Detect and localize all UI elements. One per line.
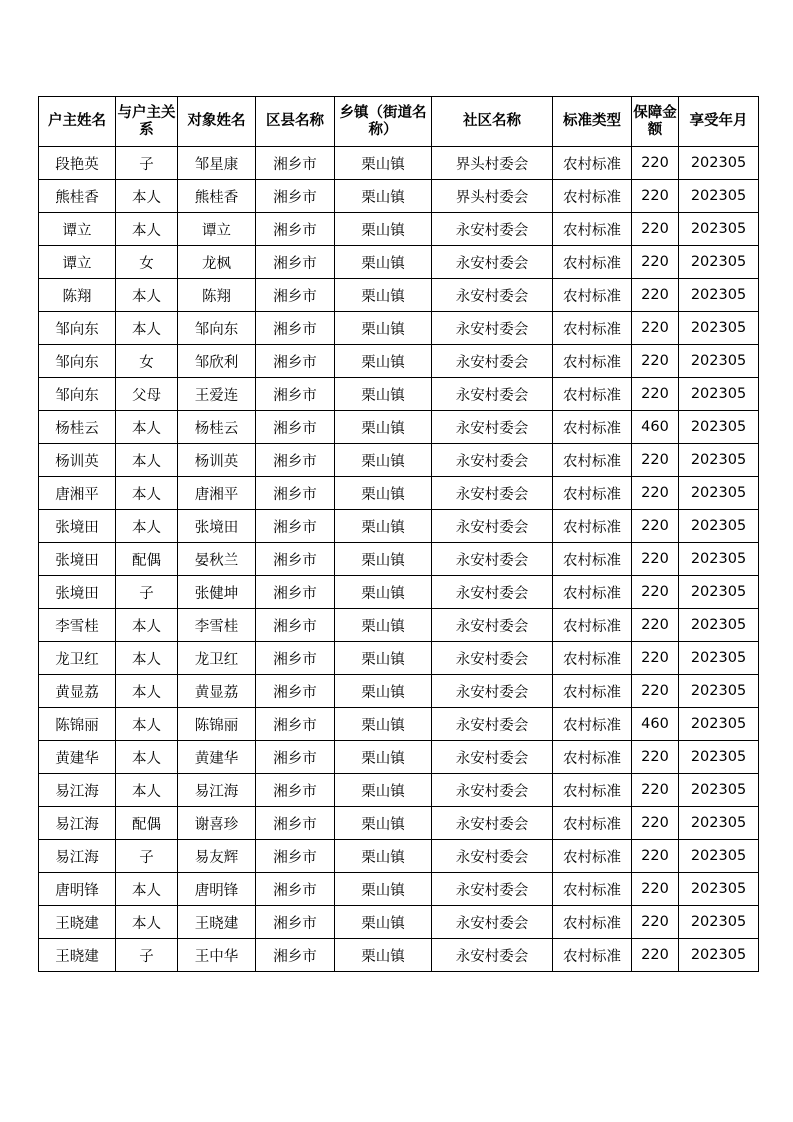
period-cell: 202305	[679, 576, 759, 609]
community-cell: 永安村委会	[432, 279, 553, 312]
recipient-name-cell: 张健坤	[178, 576, 256, 609]
householder-name-cell: 杨训英	[39, 444, 116, 477]
standard-type-cell: 农村标准	[553, 741, 632, 774]
table-row	[39, 675, 759, 708]
householder-name-cell: 邹向东	[39, 378, 116, 411]
county-cell: 湘乡市	[256, 180, 335, 213]
table-row	[39, 741, 759, 774]
table-row	[39, 510, 759, 543]
table-row	[39, 411, 759, 444]
householder-name-cell: 谭立	[39, 246, 116, 279]
relation-cell: 本人	[116, 906, 178, 939]
community-cell: 永安村委会	[432, 939, 553, 972]
amount-cell: 220	[632, 741, 679, 774]
standard-type-cell: 农村标准	[553, 906, 632, 939]
relation-cell: 本人	[116, 510, 178, 543]
table-row	[39, 939, 759, 972]
town-cell: 栗山镇	[335, 675, 432, 708]
table-row	[39, 213, 759, 246]
standard-type-cell: 农村标准	[553, 378, 632, 411]
town-cell: 栗山镇	[335, 312, 432, 345]
relation-cell: 本人	[116, 180, 178, 213]
amount-cell: 220	[632, 543, 679, 576]
recipient-name-cell: 王爱连	[178, 378, 256, 411]
period-cell: 202305	[679, 246, 759, 279]
relation-cell: 本人	[116, 675, 178, 708]
period-cell: 202305	[679, 510, 759, 543]
recipient-name-cell: 唐湘平	[178, 477, 256, 510]
householder-name-cell: 杨桂云	[39, 411, 116, 444]
householder-name-cell: 熊桂香	[39, 180, 116, 213]
community-cell: 永安村委会	[432, 345, 553, 378]
amount-cell: 220	[632, 840, 679, 873]
relation-cell: 本人	[116, 774, 178, 807]
county-cell: 湘乡市	[256, 444, 335, 477]
standard-type-cell: 农村标准	[553, 642, 632, 675]
subsidy-table	[38, 96, 759, 972]
period-cell: 202305	[679, 708, 759, 741]
standard-type-cell: 农村标准	[553, 411, 632, 444]
period-cell: 202305	[679, 807, 759, 840]
amount-cell: 220	[632, 807, 679, 840]
community-cell: 永安村委会	[432, 378, 553, 411]
period-cell: 202305	[679, 840, 759, 873]
header-county: 区县名称	[256, 97, 335, 147]
town-cell: 栗山镇	[335, 411, 432, 444]
householder-name-cell: 谭立	[39, 213, 116, 246]
header-period: 享受年月	[679, 97, 759, 147]
town-cell: 栗山镇	[335, 807, 432, 840]
recipient-name-cell: 王中华	[178, 939, 256, 972]
recipient-name-cell: 邹星康	[178, 147, 256, 180]
recipient-name-cell: 陈锦丽	[178, 708, 256, 741]
relation-cell: 女	[116, 246, 178, 279]
community-cell: 永安村委会	[432, 543, 553, 576]
header-row	[39, 97, 759, 147]
table-row	[39, 543, 759, 576]
community-cell: 永安村委会	[432, 312, 553, 345]
county-cell: 湘乡市	[256, 576, 335, 609]
relation-cell: 本人	[116, 708, 178, 741]
community-cell: 永安村委会	[432, 675, 553, 708]
relation-cell: 子	[116, 147, 178, 180]
standard-type-cell: 农村标准	[553, 444, 632, 477]
period-cell: 202305	[679, 345, 759, 378]
period-cell: 202305	[679, 180, 759, 213]
period-cell: 202305	[679, 609, 759, 642]
relation-cell: 子	[116, 840, 178, 873]
amount-cell: 220	[632, 906, 679, 939]
standard-type-cell: 农村标准	[553, 807, 632, 840]
county-cell: 湘乡市	[256, 873, 335, 906]
county-cell: 湘乡市	[256, 939, 335, 972]
table-row	[39, 642, 759, 675]
amount-cell: 220	[632, 147, 679, 180]
amount-cell: 220	[632, 246, 679, 279]
householder-name-cell: 张境田	[39, 510, 116, 543]
householder-name-cell: 王晓建	[39, 939, 116, 972]
amount-cell: 220	[632, 345, 679, 378]
town-cell: 栗山镇	[335, 642, 432, 675]
table-row	[39, 378, 759, 411]
table-row	[39, 444, 759, 477]
period-cell: 202305	[679, 675, 759, 708]
amount-cell: 220	[632, 774, 679, 807]
community-cell: 永安村委会	[432, 576, 553, 609]
amount-cell: 220	[632, 609, 679, 642]
period-cell: 202305	[679, 477, 759, 510]
county-cell: 湘乡市	[256, 906, 335, 939]
community-cell: 永安村委会	[432, 840, 553, 873]
period-cell: 202305	[679, 642, 759, 675]
relation-cell: 本人	[116, 312, 178, 345]
community-cell: 永安村委会	[432, 642, 553, 675]
town-cell: 栗山镇	[335, 708, 432, 741]
community-cell: 永安村委会	[432, 774, 553, 807]
table-row	[39, 774, 759, 807]
standard-type-cell: 农村标准	[553, 312, 632, 345]
recipient-name-cell: 易友辉	[178, 840, 256, 873]
county-cell: 湘乡市	[256, 213, 335, 246]
householder-name-cell: 龙卫红	[39, 642, 116, 675]
recipient-name-cell: 杨桂云	[178, 411, 256, 444]
period-cell: 202305	[679, 939, 759, 972]
table-row	[39, 840, 759, 873]
standard-type-cell: 农村标准	[553, 609, 632, 642]
town-cell: 栗山镇	[335, 576, 432, 609]
householder-name-cell: 段艳英	[39, 147, 116, 180]
community-cell: 永安村委会	[432, 213, 553, 246]
standard-type-cell: 农村标准	[553, 840, 632, 873]
period-cell: 202305	[679, 279, 759, 312]
amount-cell: 220	[632, 939, 679, 972]
table-row	[39, 246, 759, 279]
amount-cell: 220	[632, 510, 679, 543]
period-cell: 202305	[679, 741, 759, 774]
table-row	[39, 279, 759, 312]
county-cell: 湘乡市	[256, 312, 335, 345]
header-amount: 保障金额	[632, 97, 679, 147]
standard-type-cell: 农村标准	[553, 774, 632, 807]
town-cell: 栗山镇	[335, 444, 432, 477]
relation-cell: 本人	[116, 411, 178, 444]
recipient-name-cell: 邹欣利	[178, 345, 256, 378]
amount-cell: 220	[632, 642, 679, 675]
householder-name-cell: 李雪桂	[39, 609, 116, 642]
standard-type-cell: 农村标准	[553, 873, 632, 906]
community-cell: 永安村委会	[432, 477, 553, 510]
county-cell: 湘乡市	[256, 774, 335, 807]
relation-cell: 本人	[116, 477, 178, 510]
period-cell: 202305	[679, 906, 759, 939]
recipient-name-cell: 唐明锋	[178, 873, 256, 906]
householder-name-cell: 陈翔	[39, 279, 116, 312]
recipient-name-cell: 张境田	[178, 510, 256, 543]
amount-cell: 220	[632, 477, 679, 510]
community-cell: 永安村委会	[432, 708, 553, 741]
town-cell: 栗山镇	[335, 279, 432, 312]
amount-cell: 220	[632, 378, 679, 411]
householder-name-cell: 张境田	[39, 576, 116, 609]
town-cell: 栗山镇	[335, 477, 432, 510]
town-cell: 栗山镇	[335, 345, 432, 378]
standard-type-cell: 农村标准	[553, 477, 632, 510]
relation-cell: 本人	[116, 279, 178, 312]
period-cell: 202305	[679, 147, 759, 180]
town-cell: 栗山镇	[335, 609, 432, 642]
table-row	[39, 312, 759, 345]
standard-type-cell: 农村标准	[553, 708, 632, 741]
period-cell: 202305	[679, 543, 759, 576]
county-cell: 湘乡市	[256, 642, 335, 675]
county-cell: 湘乡市	[256, 411, 335, 444]
county-cell: 湘乡市	[256, 807, 335, 840]
table-row	[39, 906, 759, 939]
community-cell: 界头村委会	[432, 147, 553, 180]
amount-cell: 220	[632, 312, 679, 345]
county-cell: 湘乡市	[256, 510, 335, 543]
table-row	[39, 345, 759, 378]
recipient-name-cell: 晏秋兰	[178, 543, 256, 576]
householder-name-cell: 黄建华	[39, 741, 116, 774]
town-cell: 栗山镇	[335, 939, 432, 972]
community-cell: 永安村委会	[432, 741, 553, 774]
period-cell: 202305	[679, 873, 759, 906]
town-cell: 栗山镇	[335, 213, 432, 246]
period-cell: 202305	[679, 213, 759, 246]
relation-cell: 本人	[116, 873, 178, 906]
householder-name-cell: 易江海	[39, 807, 116, 840]
relation-cell: 父母	[116, 378, 178, 411]
householder-name-cell: 邹向东	[39, 312, 116, 345]
standard-type-cell: 农村标准	[553, 147, 632, 180]
county-cell: 湘乡市	[256, 840, 335, 873]
town-cell: 栗山镇	[335, 246, 432, 279]
householder-name-cell: 易江海	[39, 774, 116, 807]
period-cell: 202305	[679, 411, 759, 444]
relation-cell: 本人	[116, 741, 178, 774]
recipient-name-cell: 陈翔	[178, 279, 256, 312]
standard-type-cell: 农村标准	[553, 279, 632, 312]
table-row	[39, 180, 759, 213]
relation-cell: 配偶	[116, 543, 178, 576]
county-cell: 湘乡市	[256, 609, 335, 642]
community-cell: 永安村委会	[432, 444, 553, 477]
table-row	[39, 477, 759, 510]
standard-type-cell: 农村标准	[553, 246, 632, 279]
table-row	[39, 807, 759, 840]
town-cell: 栗山镇	[335, 543, 432, 576]
table-row	[39, 147, 759, 180]
relation-cell: 子	[116, 939, 178, 972]
householder-name-cell: 易江海	[39, 840, 116, 873]
town-cell: 栗山镇	[335, 741, 432, 774]
town-cell: 栗山镇	[335, 840, 432, 873]
county-cell: 湘乡市	[256, 543, 335, 576]
community-cell: 永安村委会	[432, 246, 553, 279]
recipient-name-cell: 熊桂香	[178, 180, 256, 213]
householder-name-cell: 王晓建	[39, 906, 116, 939]
standard-type-cell: 农村标准	[553, 675, 632, 708]
table-row	[39, 873, 759, 906]
header-recipient-name: 对象姓名	[178, 97, 256, 147]
relation-cell: 女	[116, 345, 178, 378]
town-cell: 栗山镇	[335, 873, 432, 906]
householder-name-cell: 陈锦丽	[39, 708, 116, 741]
period-cell: 202305	[679, 774, 759, 807]
community-cell: 永安村委会	[432, 411, 553, 444]
amount-cell: 220	[632, 279, 679, 312]
amount-cell: 220	[632, 213, 679, 246]
table-row	[39, 576, 759, 609]
town-cell: 栗山镇	[335, 378, 432, 411]
town-cell: 栗山镇	[335, 180, 432, 213]
period-cell: 202305	[679, 312, 759, 345]
recipient-name-cell: 龙卫红	[178, 642, 256, 675]
amount-cell: 460	[632, 708, 679, 741]
recipient-name-cell: 黄建华	[178, 741, 256, 774]
relation-cell: 子	[116, 576, 178, 609]
county-cell: 湘乡市	[256, 345, 335, 378]
standard-type-cell: 农村标准	[553, 939, 632, 972]
amount-cell: 220	[632, 873, 679, 906]
table-row	[39, 609, 759, 642]
recipient-name-cell: 王晓建	[178, 906, 256, 939]
header-householder-name: 户主姓名	[39, 97, 116, 147]
relation-cell: 本人	[116, 213, 178, 246]
standard-type-cell: 农村标准	[553, 576, 632, 609]
recipient-name-cell: 杨训英	[178, 444, 256, 477]
standard-type-cell: 农村标准	[553, 543, 632, 576]
recipient-name-cell: 邹向东	[178, 312, 256, 345]
county-cell: 湘乡市	[256, 246, 335, 279]
period-cell: 202305	[679, 444, 759, 477]
header-community: 社区名称	[432, 97, 553, 147]
county-cell: 湘乡市	[256, 675, 335, 708]
town-cell: 栗山镇	[335, 147, 432, 180]
county-cell: 湘乡市	[256, 279, 335, 312]
period-cell: 202305	[679, 378, 759, 411]
amount-cell: 220	[632, 576, 679, 609]
amount-cell: 220	[632, 444, 679, 477]
householder-name-cell: 张境田	[39, 543, 116, 576]
community-cell: 界头村委会	[432, 180, 553, 213]
county-cell: 湘乡市	[256, 477, 335, 510]
relation-cell: 配偶	[116, 807, 178, 840]
table-row	[39, 708, 759, 741]
county-cell: 湘乡市	[256, 147, 335, 180]
header-town: 乡镇（街道名称）	[335, 97, 432, 147]
amount-cell: 220	[632, 180, 679, 213]
community-cell: 永安村委会	[432, 609, 553, 642]
amount-cell: 460	[632, 411, 679, 444]
community-cell: 永安村委会	[432, 510, 553, 543]
town-cell: 栗山镇	[335, 774, 432, 807]
recipient-name-cell: 易江海	[178, 774, 256, 807]
header-standard-type: 标准类型	[553, 97, 632, 147]
householder-name-cell: 邹向东	[39, 345, 116, 378]
town-cell: 栗山镇	[335, 906, 432, 939]
householder-name-cell: 黄显荔	[39, 675, 116, 708]
relation-cell: 本人	[116, 609, 178, 642]
header-relation: 与户主关系	[116, 97, 178, 147]
recipient-name-cell: 谭立	[178, 213, 256, 246]
community-cell: 永安村委会	[432, 807, 553, 840]
recipient-name-cell: 谢喜珍	[178, 807, 256, 840]
recipient-name-cell: 黄显荔	[178, 675, 256, 708]
recipient-name-cell: 龙枫	[178, 246, 256, 279]
standard-type-cell: 农村标准	[553, 180, 632, 213]
amount-cell: 220	[632, 675, 679, 708]
town-cell: 栗山镇	[335, 510, 432, 543]
county-cell: 湘乡市	[256, 378, 335, 411]
table-body	[39, 147, 759, 972]
standard-type-cell: 农村标准	[553, 510, 632, 543]
householder-name-cell: 唐明锋	[39, 873, 116, 906]
standard-type-cell: 农村标准	[553, 213, 632, 246]
relation-cell: 本人	[116, 444, 178, 477]
county-cell: 湘乡市	[256, 708, 335, 741]
householder-name-cell: 唐湘平	[39, 477, 116, 510]
community-cell: 永安村委会	[432, 873, 553, 906]
recipient-name-cell: 李雪桂	[178, 609, 256, 642]
county-cell: 湘乡市	[256, 741, 335, 774]
standard-type-cell: 农村标准	[553, 345, 632, 378]
community-cell: 永安村委会	[432, 906, 553, 939]
relation-cell: 本人	[116, 642, 178, 675]
